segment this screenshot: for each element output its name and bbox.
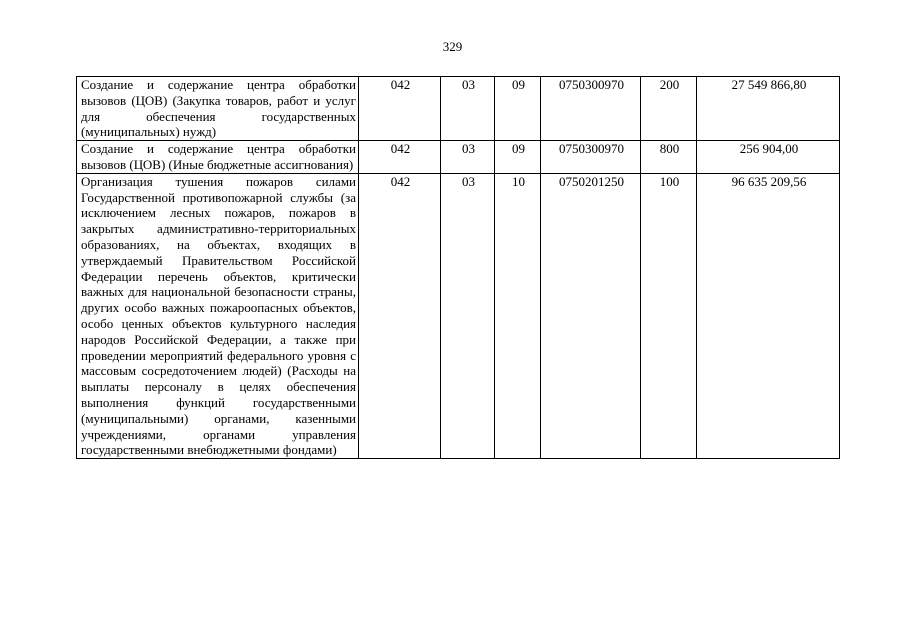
- subsection-code: 10: [495, 173, 541, 458]
- table-row: [77, 141, 840, 174]
- row-description: Организация тушения пожаров силами Государственной противопожарной службы (за исключением лесных пожаров, пожаров в закрытых административно-территориальных образованиях, на объектах, входящих в утверждаемый Правительством Российской Федерации перечень объектов, критически важных для национальной безопасности страны, других особо важных пожароопасных объектов, особо ценных объектов культурного наследия народов Российской Федерации, а также при проведении мероприятий федерального уровня с массовым сосредоточением людей) (Расходы на выплаты персоналу в целях обеспечения выполнения функций государственными (муниципальными) органами, казенными учреждениями, органами управления государственными внебюджетными фондами): [77, 173, 359, 458]
- subsection-code: 09: [495, 141, 541, 174]
- expense-type-code: 800: [641, 141, 697, 174]
- row-description: Создание и содержание центра обработки вызовов (ЦОВ) (Иные бюджетные ассигнования): [77, 141, 359, 174]
- ministry-code: 042: [359, 141, 441, 174]
- amount: 256 904,00: [697, 141, 840, 174]
- target-article-code: 0750300970: [541, 77, 641, 141]
- ministry-code: 042: [359, 173, 441, 458]
- page-number: 329: [442, 39, 463, 54]
- amount: 27 549 866,80: [697, 77, 840, 141]
- section-code: 03: [441, 173, 495, 458]
- ministry-code: 042: [359, 77, 441, 141]
- target-article-code: 0750201250: [541, 173, 641, 458]
- row-description: Создание и содержание центра обработки вызовов (ЦОВ) (Закупка товаров, работ и услуг для обеспечения государственных (муниципальных) нужд): [77, 77, 359, 141]
- amount: 96 635 209,56: [697, 173, 840, 458]
- expense-type-code: 100: [641, 173, 697, 458]
- section-code: 03: [441, 77, 495, 141]
- subsection-code: 09: [495, 77, 541, 141]
- table-row: [77, 173, 840, 458]
- target-article-code: 0750300970: [541, 141, 641, 174]
- table-row: [77, 77, 840, 141]
- expense-type-code: 200: [641, 77, 697, 141]
- budget-table: [76, 76, 840, 459]
- section-code: 03: [441, 141, 495, 174]
